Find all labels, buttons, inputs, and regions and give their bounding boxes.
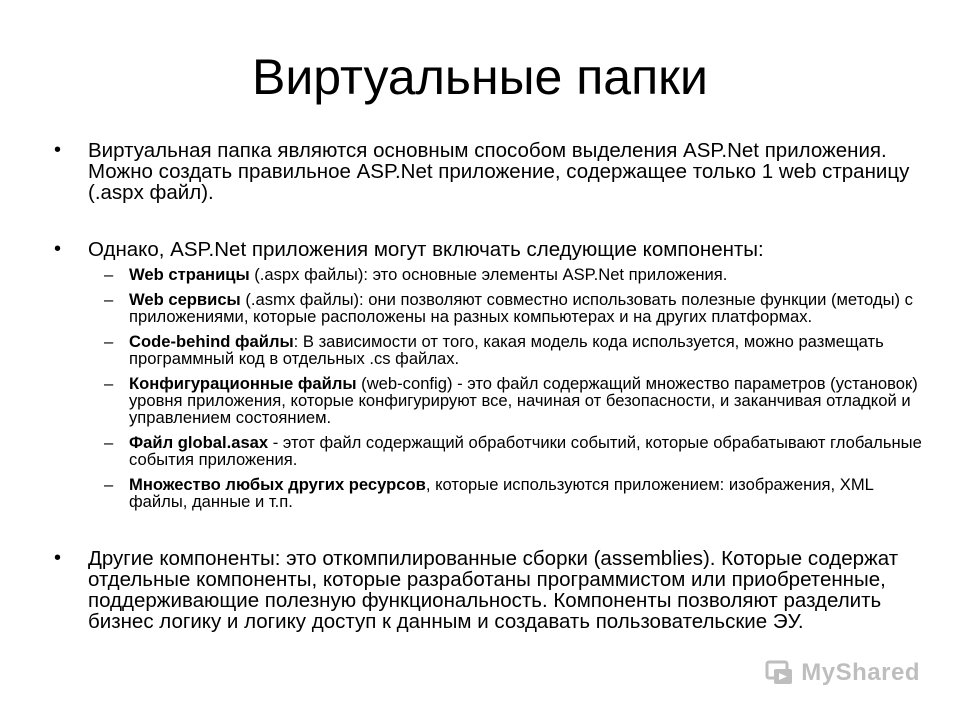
bullet-marker: • [54,139,62,161]
slide-content [54,140,924,632]
sub-list [104,266,924,510]
bullet-marker: • [54,238,62,260]
sub-rest: (.aspx файлы): это основные элементы ASP.Net приложения. [249,265,728,284]
watermark [765,658,920,688]
sub-rest: - этот файл содержащий обработчики событий, которые обрабатывают глобальные события приложения. [129,433,922,469]
sub-text [129,333,924,367]
sub-text [129,291,924,325]
sub-item [104,375,924,426]
sub-marker: – [104,332,114,351]
sub-bold: Множество любых других ресурсов [129,475,426,494]
sub-marker: – [104,290,114,309]
bullet-item [54,239,924,260]
sub-bold: Web страницы [129,265,250,284]
sub-marker: – [104,374,114,393]
sub-rest: : В зависимости от того, какая модель кода используется, можно размещать программный код в отдельных .cs файлах. [129,332,884,368]
bullet-item [54,140,924,203]
sub-item [104,291,924,325]
bullet-text: Другие компоненты: это откомпилированные сборки (assemblies). Которые содержат отдельные компоненты, которые разработаны программистом или приобретенные, поддерживающие полезную функциональность. Компоненты позволяют разделить бизнес логику и логику доступ к данным и создавать пользовательские ЭУ. [88,547,899,633]
bullet-text: Однако, ASP.Net приложения могут включать следующие компоненты: [88,238,764,261]
sub-rest: , которые используются приложением: изображения, XML файлы, данные и т.п. [129,475,874,511]
bullet-marker: • [54,547,62,569]
slide-title: Виртуальные папки [252,49,708,105]
sub-text [129,266,924,283]
bullet-text: Виртуальная папка являются основным способом выделения ASP.Net приложения. Можно создать правильное ASP.Net приложение, содержащее только 1 web страницу (.aspx файл). [88,139,910,204]
sub-item [104,266,924,283]
bullet-item [54,548,924,632]
sub-bold: Web сервисы [129,290,241,309]
sub-marker: – [104,265,114,284]
sub-item [104,333,924,367]
sub-marker: – [104,475,114,494]
sub-text [129,375,924,426]
sub-item [104,434,924,468]
sub-bold: Файл global.asax [129,433,269,452]
watermark-text: MyShared [801,659,920,686]
sub-rest: (.asmx файлы): они позволяют совместно использовать полезные функции (методы) с приложениями, которые расположены на разных компьютерах и на других платформах. [129,290,913,326]
sub-marker: – [104,433,114,452]
sub-rest: (web-config) - это файл содержащий множество параметров (установок) уровня приложения, которые конфигурируют все, начиная от безопасности, и заканчивая отладкой и управлением состоянием. [129,374,918,427]
sub-text [129,476,924,510]
sub-text [129,434,924,468]
myshared-logo-icon [765,658,795,688]
sub-bold: Code-behind файлы [129,332,294,351]
sub-bold: Конфигурационные файлы [129,374,357,393]
sub-item [104,476,924,510]
